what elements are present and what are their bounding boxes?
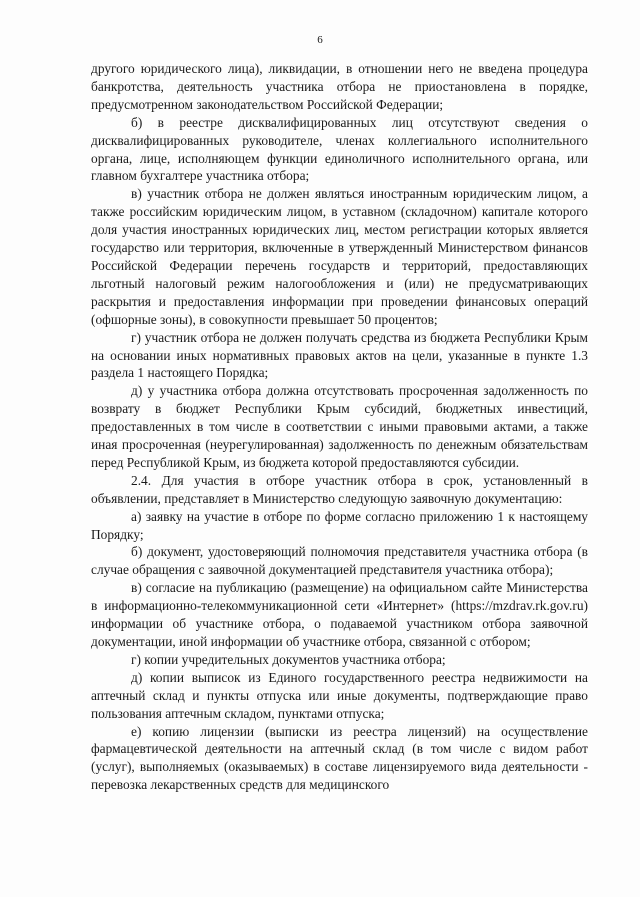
- paragraph-continuation: другого юридического лица), ликвидации, в отношении него не введена процедура банкротства, деятельность участника отбора не приостановлена в порядке, предусмотренном законодательством Российской Федерации;: [91, 61, 588, 112]
- page-number: 6: [317, 34, 323, 46]
- paragraph-doc-e: е) копию лицензии (выписки из реестра лицензий) на осуществление фармацевтической деятельности на аптечный склад (в том числе с видом работ (услуг), выполняемых (оказываемых) в составе лицензируемого вида деятельности - перевозка лекарственных средств для медицинского: [91, 723, 588, 793]
- paragraph-doc-d: д) копии выписок из Единого государственного реестра недвижимости на аптечный склад и пункты отпуска или иные документы, подтверждающие право пользования аптечным складом, пунктами отпуска;: [91, 669, 588, 721]
- paragraph-doc-g: г) копии учредительных документов участника отбора;: [131, 651, 446, 667]
- paragraph-item-v: в) участник отбора не должен являться иностранным юридическим лицом, а также российским юридическим лицом, в уставном (складочном) капитале которого доля участия иностранных юридических лиц, местом регистрации которых является государство или территория, включенные в утвержденный Министерством финансов Российской Федерации перечень государств и территорий, предоставляющих льготный налоговый режим налогообложения и (или) не предусматривающих раскрытия и предоставления информации при проведении финансовых операций (офшорные зоны), в совокупности превышает 50 процентов;: [91, 186, 588, 327]
- paragraph-doc-a: а) заявку на участие в отборе по форме согласно приложению 1 к настоящему Порядку;: [91, 508, 588, 542]
- paragraph-section-2-4: 2.4. Для участия в отборе участник отбора в срок, установленный в объявлении, представляет в Министерство следующую заявочную документацию:: [91, 472, 588, 506]
- paragraph-doc-v: в) согласие на публикацию (размещение) на официальном сайте Министерства в информационно-телекоммуникационной сети «Интернет» (https://mzdrav.rk.gov.ru) информации об участнике отбора, о подаваемой участником отбора заявочной документации, иной информации об участнике отбора, связанной с отбором;: [91, 580, 588, 649]
- paragraph-item-d: д) у участника отбора должна отсутствовать просроченная задолженность по возврату в бюджет Республики Крым субсидий, бюджетных инвестиций, предоставленных в том числе в соответствии с иными правовыми актами, а также иная просроченная (неурегулированная) задолженность по денежным обязательствам перед Республикой Крым, из бюджета которой предоставляются субсидии.: [91, 383, 588, 470]
- paragraph-item-g: г) участник отбора не должен получать средства из бюджета Республики Крым на основании иных нормативных правовых актов на цели, указанные в пункте 1.3 раздела 1 настоящего Порядка;: [91, 329, 588, 381]
- paragraph-item-b: б) в реестре дисквалифицированных лиц отсутствуют сведения о дисквалифицированных руководителе, членах коллегиального исполнительного органа, лице, исполняющем функции единоличного исполнительного органа, или главном бухгалтере участника отбора;: [91, 114, 588, 184]
- paragraph-doc-b: б) документ, удостоверяющий полномочия представителя участника отбора (в случае обращения с заявочной документацией представителя участника отбора);: [91, 544, 588, 578]
- document-body: [91, 60, 588, 794]
